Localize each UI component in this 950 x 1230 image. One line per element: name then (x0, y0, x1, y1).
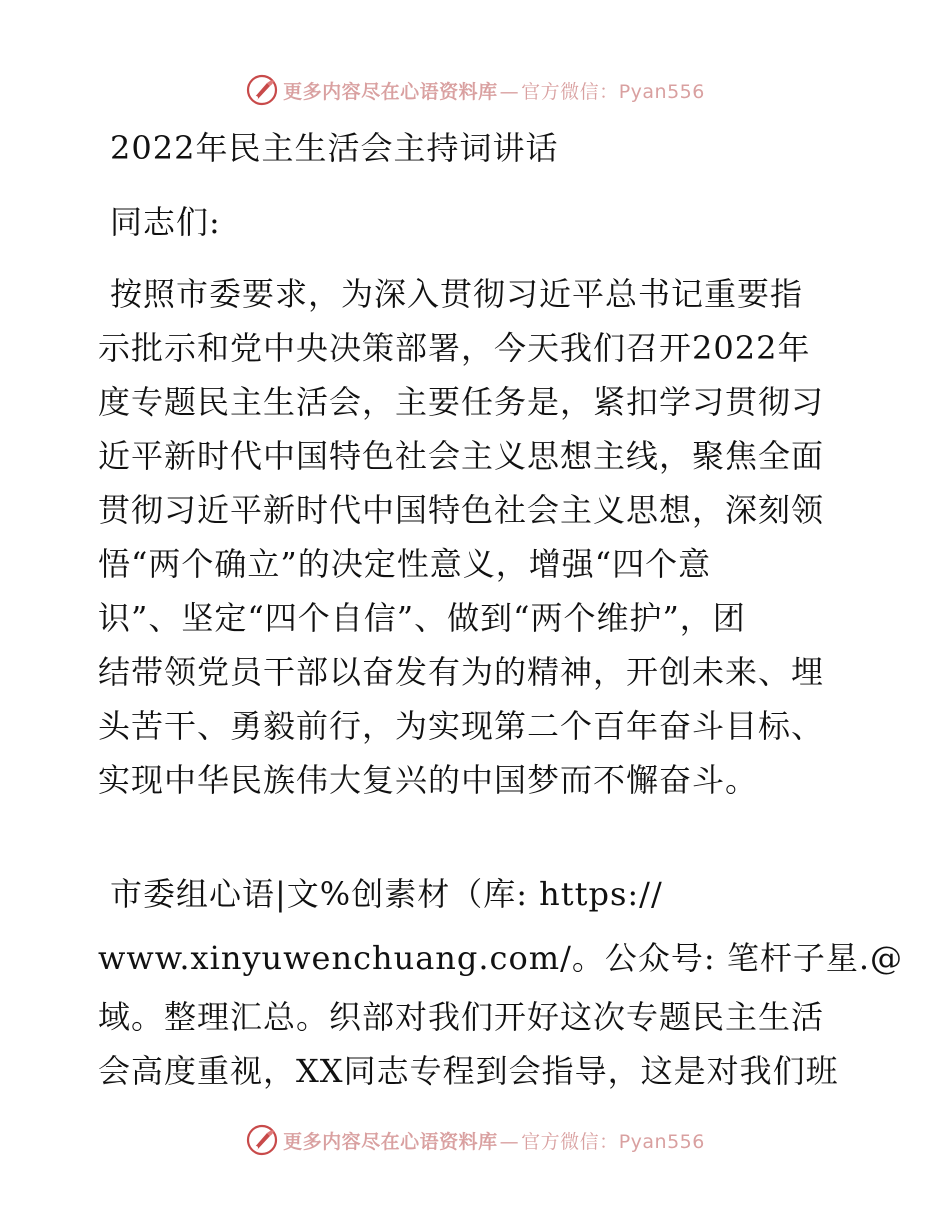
paragraph-2 (98, 862, 903, 1098)
watermark-official-label: 官方微信： (521, 1130, 619, 1153)
paragraph-line: 域。整理汇总。织部对我们开好这次专题民主生活 (98, 998, 825, 1036)
document-title: 2022年民主生活会主持词讲话 (110, 129, 559, 167)
watermark-separator: — (499, 80, 520, 103)
paragraph-line: www.xinyuwenchuang.com/。公众号: 笔杆子星.@ (98, 939, 903, 977)
quill-pen-circle-icon (245, 1123, 279, 1157)
paragraph-line: 结带领党员干部以奋发有为的精神，开创未来、埋 (98, 653, 825, 691)
quill-pen-circle-icon (245, 73, 279, 107)
paragraph-line: 头苦干、勇毅前行，为实现第二个百年奋斗目标、 (98, 707, 825, 745)
watermark-separator: — (499, 1130, 520, 1153)
watermark-brand: 更多内容尽在心语资料库 (283, 80, 498, 103)
paragraph-line: 实现中华民族伟大复兴的中国梦而不懈奋斗。 (98, 761, 759, 799)
paragraph-line: 识”、坚定“四个自信”、做到“两个维护”，团 (98, 599, 746, 637)
watermark-brand: 更多内容尽在心语资料库 (283, 1130, 498, 1153)
paragraph-line: 按照市委要求，为深入贯彻习近平总书记重要指 (110, 275, 804, 313)
paragraph-line: 贯彻习近平新时代中国特色社会主义思想，深刻领 (98, 491, 825, 529)
header-watermark (0, 70, 950, 110)
footer-watermark (0, 1120, 950, 1160)
paragraph-line: 近平新时代中国特色社会主义思想主线，聚焦全面 (98, 437, 825, 475)
paragraph-line: 示批示和党中央决策部署，今天我们召开2022年 (98, 329, 811, 367)
paragraph-1 (98, 267, 868, 807)
paragraph-line: 悟“两个确立”的决定性意义，增强“四个意 (98, 545, 712, 583)
watermark-wechat-id: Pyan556 (618, 1130, 705, 1153)
greeting: 同志们: (110, 203, 221, 241)
watermark-official-label: 官方微信： (521, 80, 619, 103)
watermark-text (283, 77, 705, 104)
paragraph-line: 市委组心语|文%创素材（库: https:// (110, 875, 663, 913)
watermark-text (283, 1127, 705, 1154)
paragraph-line: 会高度重视，XX同志专程到会指导，这是对我们班 (98, 1052, 839, 1090)
watermark-wechat-id: Pyan556 (618, 80, 705, 103)
paragraph-line: 度专题民主生活会，主要任务是，紧扣学习贯彻习 (98, 383, 825, 421)
